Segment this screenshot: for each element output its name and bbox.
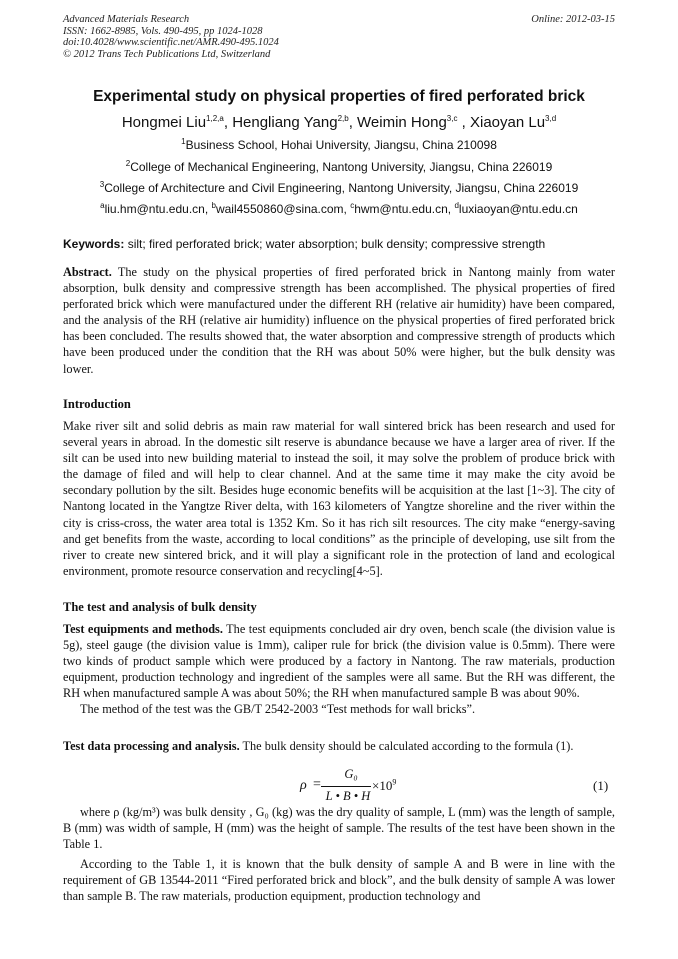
email-sup: b (211, 201, 216, 210)
author-sup: 1,2,a (206, 114, 224, 123)
paper-title: Experimental study on physical properties of fired perforated brick (93, 88, 585, 105)
affiliation (20, 180, 658, 196)
section-heading-introduction: Introduction (63, 397, 131, 411)
author-name: Xiaoyan Lu (469, 114, 546, 131)
affiliation-text: Business School, Hohai University, Jiangsu, China 210098 (185, 138, 497, 152)
email-address[interactable]: hwm@ntu.edu.cn, (354, 202, 455, 216)
table-discussion-text: According to the Table 1, it is known that the bulk density of sample A and B were in line with the requirement of GB 13544-2011 “Fired perforated brick and block”, and the bulk density of sample A was lower than sample B. The raw materials, production equipment, production technology and (63, 857, 615, 904)
affiliation-text: College of Mechanical Engineering, Nantong University, Jiangsu, China 226019 (130, 160, 553, 174)
equipment-text: The test equipments concluded air dry oven, bench scale (the division value is 5g), steel gauge (the division value is 1mm), caliper rule for brick (the division value is 0.5mm). There were two kinds of product sample which were produced by a factory in Nantong. The raw materials, production equipment, production technology and ingredient of the samples were all same. But the RH was different, the RH when manufactured sample A was about 50%; the RH when manufactured sample B was about 90%. (63, 622, 615, 701)
author-name: Hongmei Liu (121, 114, 207, 131)
issn-line: ISSN: 1662-8985, Vols. 490-495, pp 1024-1028 (63, 25, 263, 37)
formula-equals: = (313, 777, 321, 792)
abstract (63, 264, 615, 377)
author-separator: , (457, 114, 470, 131)
affiliation (20, 159, 658, 175)
author-sup: 3,d (545, 114, 557, 123)
section-heading-bulk-density: The test and analysis of bulk density (63, 600, 257, 614)
processing-text: The bulk density should be calculated according to the formula (1). (239, 739, 574, 753)
formula-times: ×10 (372, 778, 393, 793)
affiliation-sup: 2 (125, 159, 131, 168)
formula-explanation (63, 804, 615, 852)
bulk-density-formula (0, 767, 678, 807)
author-sup: 2,b (337, 114, 349, 123)
keywords-label: Keywords: (63, 237, 125, 251)
formula-multiplier (372, 778, 396, 794)
where-text: where ρ (kg/m³) was bulk density , G₀ (kg) was the dry quality of sample, L (mm) was the length of sample, B (mm) was width of sample, H (mm) was the height of sample. The results of the test have been shown in the Table 1. (63, 805, 615, 852)
table-discussion (63, 856, 615, 904)
formula-numerator: G₀ (344, 767, 358, 781)
author-separator: , (223, 114, 233, 131)
author-name: Hengliang Yang (232, 114, 338, 131)
affiliation-sup: 3 (99, 180, 105, 189)
formula-lhs: ρ (300, 778, 307, 793)
introduction-body (63, 418, 615, 579)
journal-name: Advanced Materials Research (63, 14, 190, 25)
email-sup: d (454, 201, 459, 210)
doi-line[interactable]: doi:10.4028/www.scientific.net/AMR.490-495.1024 (63, 37, 279, 48)
copyright-line: © 2012 Trans Tech Publications Ltd, Switzerland (63, 48, 271, 60)
abstract-text: The study on the physical properties of fired perforated brick in Nantong mainly from water absorption, bulk density and compressive strength has been accomplished. The physical properties of fired perforated brick which were manufactured under the different RH (relative air humidity) have been compared, and the analysis of the RH (relative air humidity) influence on the physical properties of fired perforated brick has been concluded. The results showed that, the water absorption and compressive strength of products which have been produced under the condition that the RH was about 50% were higher, but the bulk density was lower. (63, 265, 615, 376)
online-date: Online: 2012-03-15 (531, 14, 615, 25)
formula-denominator: L • B • H (325, 789, 371, 803)
author-name: Weimin Hong (357, 114, 447, 131)
formula-exponent: 9 (392, 777, 397, 787)
email-address[interactable]: wail4550860@sina.com, (215, 202, 351, 216)
email-address[interactable]: luxiaoyan@ntu.edu.cn (458, 202, 578, 216)
author-separator: , (348, 114, 358, 131)
affiliation-text: College of Architecture and Civil Engineering, Nantong University, Jiangsu, China 226019 (104, 181, 579, 195)
journal-header (63, 14, 615, 60)
equipment-label: Test equipments and methods. (63, 622, 223, 636)
affiliation (20, 137, 658, 153)
affiliation-sup: 1 (181, 137, 186, 146)
data-processing-paragraph (63, 738, 615, 754)
email-sup: a (100, 201, 105, 210)
abstract-label: Abstract. (63, 265, 112, 279)
author-sup: 3,c (446, 114, 458, 123)
method-text: The method of the test was the GB/T 2542-2003 “Test methods for wall bricks”. (80, 702, 476, 717)
processing-label: Test data processing and analysis. (63, 739, 240, 753)
formula-fraction-bar (321, 786, 371, 787)
keywords (63, 236, 615, 252)
author-list (20, 113, 658, 133)
email-address[interactable]: liu.hm@ntu.edu.cn, (104, 202, 212, 216)
keywords-text: silt; fired perforated brick; water absorption; bulk density; compressive strength (124, 237, 546, 251)
introduction-text: Make river silt and solid debris as main raw material for wall sintered brick has been research and used for several years in abroad. In the domestic silt reserve is abundance because we have a larger area of river. If the silt can be used into new building material to instead the soil, it may solve the problem of produce brick with the damage of filed and will help to clear channel. And at the same time it may make the city avoid be secondary pollution by the silt. Besides huge economic benefits will be acquisition at the last [1~3]. The city of Nantong located in the Yangtze River delta, with 163 kilometers of Yangtze shoreline and the river within the city is criss-cross, the water area total is 1352 Km. So it has rich silt resources. The city make “energy-saving and get benefits from the waste, according to local conditions” as the principle of developing, use silt from the river to create new sintered brick, and it will play a significant role in the protection of land and ecological environment, promote resource conservation and recycling[4~5]. (63, 419, 615, 578)
test-equipment-paragraph (63, 621, 615, 718)
email-list (20, 201, 658, 217)
email-sup: c (350, 201, 355, 210)
equation-number: (1) (593, 778, 609, 793)
